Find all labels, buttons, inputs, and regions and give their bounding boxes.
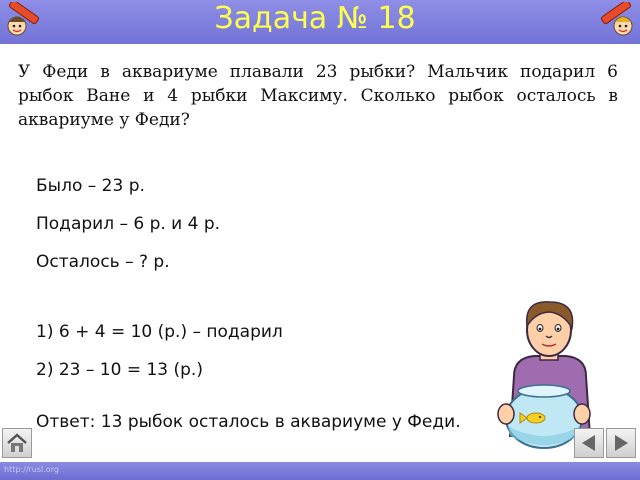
prev-arrow-icon [575, 442, 603, 461]
pencil-girl-icon [590, 2, 638, 46]
solution-step-1: 1) 6 + 4 = 10 (р.) – подарил [36, 322, 283, 342]
problem-text: У Феди в аквариуме плавали 23 рыбки? Мальчик подарил 6 рыбок Ване и 4 рыбки Максиму. Сколько рыбок осталось в аквариуме у Феди? [18, 62, 618, 130]
condition-left: Осталось – ? р. [36, 252, 170, 272]
answer-text: Ответ: 13 рыбок осталось в аквариуме у Феди. [36, 412, 461, 432]
solution-step-2: 2) 23 – 10 = 13 (р.) [36, 360, 203, 380]
home-button[interactable] [2, 428, 32, 458]
footer-bar [0, 462, 640, 480]
condition-gave: Подарил – 6 р. и 4 р. [36, 214, 221, 234]
condition-was: Было – 23 р. [36, 176, 145, 196]
header-bar [0, 0, 640, 44]
previous-slide-button[interactable] [574, 428, 604, 458]
page-title: Задача № 18 [214, 1, 416, 36]
next-slide-button[interactable] [606, 428, 636, 458]
home-icon [3, 442, 31, 461]
pencil-boy-icon [2, 2, 50, 46]
next-arrow-icon [607, 442, 635, 461]
footer-credit: http://rusl.org [4, 465, 59, 474]
